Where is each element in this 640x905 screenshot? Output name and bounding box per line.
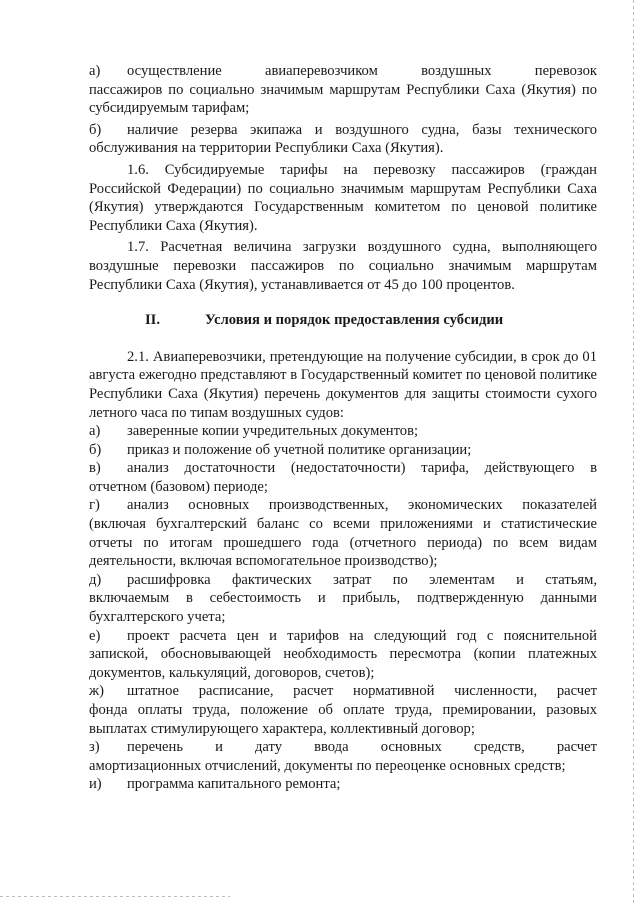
list-text: наличие резерва экипажа и воздушного судна, базы технического <box>127 121 597 138</box>
document-list <box>89 422 597 794</box>
list-marker: ж) <box>89 683 104 700</box>
document-body <box>89 62 597 794</box>
list-text-continuation: амортизационных отчислений, документы по переоценке основных средств; <box>89 757 566 774</box>
list-marker: б) <box>89 121 102 138</box>
list-item-first-line <box>89 62 597 81</box>
list-marker: б) <box>89 441 102 458</box>
list-text: проект расчета цен и тарифов на следующий год с пояснительной <box>127 627 597 644</box>
scan-edge-bottom <box>0 896 230 897</box>
list-text-continuation: фонда оплаты труда, положение об оплате труда, премировании, разовых выплатах стимулирующего характера, коллективный договор; <box>89 702 597 737</box>
section-number: II. <box>145 312 161 329</box>
list-item-first-line <box>89 775 597 794</box>
list-item-first-line <box>89 422 597 441</box>
list-item-first-line <box>89 441 597 460</box>
list-item <box>89 775 597 794</box>
list-item-first-line <box>89 682 597 701</box>
scan-edge-right <box>633 0 634 905</box>
list-marker: е) <box>89 627 101 644</box>
list-item <box>89 571 597 627</box>
list-text-continuation: отчетном (базовом) периоде; <box>89 478 268 495</box>
list-text-continuation: (включая бухгалтерский баланс со всеми приложениями и статистические отчеты по итогам прошедшего года (отчетного периода) по всем видам деятельности, включая вспомогательное производство); <box>89 516 597 570</box>
list-text-continuation: включаемым в себестоимость и прибыль, подтвержденную данными бухгалтерского учета; <box>89 590 597 626</box>
list-marker: з) <box>89 739 100 756</box>
list-text-continuation: запиской, обосновывающей необходимость пересмотра (копии платежных документов, калькуляций, договоров, счетов); <box>89 646 597 681</box>
list-text: заверенные копии учредительных документов; <box>127 423 419 440</box>
list-text: штатное расписание, расчет нормативной численности, расчет <box>127 683 597 700</box>
paragraph-1-6: 1.6. Субсидируемые тарифы на перевозку пассажиров (граждан Российской Федерации) по социально значимым маршрутам Республики Саха (Якутия) утверждаются Государственным комитетом по ценовой политике Республики Саха (Якутия). <box>89 161 597 234</box>
list-marker: в) <box>89 460 101 477</box>
list-item-first-line <box>89 459 597 478</box>
list-item-first-line <box>89 627 597 646</box>
list-item <box>89 682 597 738</box>
list-text: осуществление авиаперевозчиком воздушных перевозок <box>127 63 597 79</box>
list-text: перечень и дату ввода основных средств, расчет <box>127 739 597 756</box>
section-heading <box>89 311 597 330</box>
list-text: анализ основных производственных, экономических показателей <box>127 497 597 514</box>
list-item <box>89 738 597 775</box>
list-item <box>89 459 597 496</box>
list-text-continuation: пассажиров по социально значимым маршрутам Республики Саха (Якутия) по субсидируемым тарифам; <box>89 81 597 117</box>
list-item <box>89 496 597 570</box>
list-text: программа капитального ремонта; <box>127 776 341 793</box>
list-marker: а) <box>89 423 101 440</box>
list-text: приказ и положение об учетной политике организации; <box>127 441 472 458</box>
list-text: анализ достаточности (недостаточности) тарифа, действующего в <box>127 460 597 477</box>
list-item <box>89 441 597 460</box>
list-marker: а) <box>89 63 101 79</box>
list-item-a-top <box>89 62 597 118</box>
list-marker: д) <box>89 571 102 588</box>
list-item <box>89 422 597 441</box>
list-marker: и) <box>89 776 102 793</box>
list-item-b-top <box>89 121 597 158</box>
list-item-first-line <box>89 571 597 590</box>
section-title: Условия и порядок предоставления субсидии <box>205 312 504 329</box>
list-marker: г) <box>89 497 100 514</box>
list-text: расшифровка фактических затрат по элементам и статьям, <box>127 571 597 588</box>
list-item-first-line <box>89 738 597 757</box>
list-item-first-line <box>89 121 597 140</box>
paragraph-1-7: 1.7. Расчетная величина загрузки воздушного судна, выполняющего воздушные перевозки пассажиров по социально значимым маршрутам Республики Саха (Якутия), устанавливается от 45 до 100 процентов. <box>89 239 597 293</box>
paragraph-2-1: 2.1. Авиаперевозчики, претендующие на получение субсидии, в срок до 01 августа ежегодно представляют в Государственный комитет по ценовой политике Республики Саха (Якутия) перечень документов для защиты стоимости сухого летного часа по типам воздушных судов: <box>89 348 597 421</box>
list-item <box>89 627 597 683</box>
list-item-first-line <box>89 496 597 515</box>
list-text-continuation: обслуживания на территории Республики Саха (Якутия). <box>89 140 444 157</box>
